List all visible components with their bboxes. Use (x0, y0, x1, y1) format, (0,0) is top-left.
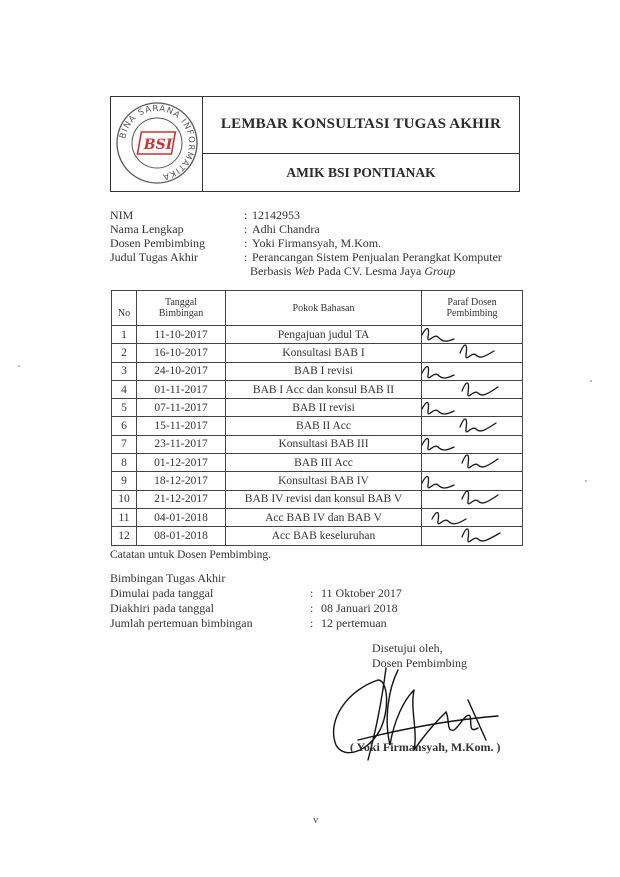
cell-no: 6 (112, 417, 137, 435)
cell-date: 11-10-2017 (137, 326, 226, 344)
supervisor-value: Yoki Firmansyah, M.Kom. (252, 236, 382, 250)
approval-role: Dosen Pembimbing (372, 656, 467, 670)
supervisor-name: ( Yoki Firmansyah, M.Kom. ) (350, 740, 501, 754)
info-label: Judul Tugas Akhir (110, 250, 199, 264)
meeting-count-value: 12 pertemuan (321, 616, 387, 630)
info-label: Nama Lengkap (110, 222, 184, 236)
cell-topic: BAB III Acc (226, 454, 422, 472)
thesis-title-line2 (250, 264, 455, 278)
cell-date: 15-11-2017 (137, 417, 226, 435)
info-colon: : (244, 208, 248, 222)
cell-topic: BAB II Acc (226, 417, 422, 435)
paraf-mark (460, 345, 494, 358)
paraf-mark (422, 367, 454, 379)
cell-topic: Acc BAB IV dan BAB V (226, 508, 422, 526)
cell-date: 04-01-2018 (137, 508, 226, 526)
summary-colon: : (310, 601, 314, 615)
start-date-value: 11 Oktober 2017 (321, 586, 402, 600)
nim-value: 12142953 (252, 208, 300, 222)
paraf-mark (460, 419, 496, 432)
cell-no: 8 (112, 454, 137, 472)
cell-topic: Konsultasi BAB IV (226, 472, 422, 490)
col-header-sign (422, 291, 523, 326)
page-number: v (313, 814, 319, 826)
paraf-signatures (412, 323, 522, 553)
info-colon: : (244, 250, 248, 264)
cell-topic: Konsultasi BAB I (226, 344, 422, 362)
supervisor-note: Catatan untuk Dosen Pembimbing. (110, 549, 271, 561)
name-value: Adhi Chandra (252, 222, 320, 236)
cell-date: 01-12-2017 (137, 454, 226, 472)
col-header-date (137, 291, 226, 326)
summary-label: Dimulai pada tanggal (110, 586, 214, 600)
paraf-mark (462, 529, 500, 542)
scan-speck (18, 365, 20, 367)
title-italic: Group (424, 264, 456, 278)
info-colon: : (244, 222, 248, 236)
paraf-mark (422, 439, 454, 451)
summary-label: Diakhiri pada tanggal (110, 601, 214, 615)
cell-no: 9 (112, 472, 137, 490)
title-text: Berbasis (250, 264, 295, 278)
cell-no: 10 (112, 490, 137, 508)
document-title: LEMBAR KONSULTASI TUGAS AKHIR (220, 116, 502, 132)
cell-no: 4 (112, 380, 137, 398)
summary-colon: : (310, 586, 314, 600)
cell-date: 08-01-2018 (137, 527, 226, 545)
cell-no: 11 (112, 508, 137, 526)
col-header-no (112, 291, 137, 326)
cell-no: 2 (112, 344, 137, 362)
paraf-mark (422, 477, 454, 489)
cell-date: 24-10-2017 (137, 362, 226, 380)
cell-topic: BAB II revisi (226, 399, 422, 417)
approval-label: Disetujui oleh, (372, 641, 443, 655)
summary-heading: Bimbingan Tugas Akhir (110, 571, 226, 585)
cell-date: 23-11-2017 (137, 435, 226, 453)
cell-topic: BAB I revisi (226, 362, 422, 380)
bsi-logo-icon (114, 100, 200, 186)
cell-date: 01-11-2017 (137, 380, 226, 398)
summary-colon: : (310, 616, 314, 630)
cell-date: 21-12-2017 (137, 490, 226, 508)
cell-topic: BAB IV revisi dan konsul BAB V (226, 490, 422, 508)
summary-label: Jumlah pertemuan bimbingan (110, 616, 253, 630)
info-colon: : (244, 236, 248, 250)
cell-no: 3 (112, 362, 137, 380)
paraf-mark (422, 329, 454, 342)
paraf-mark (462, 491, 498, 504)
cell-date: 07-11-2017 (137, 399, 226, 417)
header-text: Paraf Dosen Pembimbing (446, 297, 498, 319)
scan-speck (590, 380, 592, 382)
cell-topic: BAB I Acc dan konsul BAB II (226, 380, 422, 398)
cell-date: 18-12-2017 (137, 472, 226, 490)
info-label: NIM (110, 208, 134, 222)
header-text: Tanggal Bimbingan (158, 297, 204, 319)
title-text: Pada CV. Lesma Jaya (314, 264, 425, 278)
cell-date: 16-10-2017 (137, 344, 226, 362)
paraf-mark (462, 455, 498, 468)
institution-name: AMIK BSI PONTIANAK (286, 165, 436, 180)
table-header-row (112, 291, 523, 326)
thesis-title-value: Perancangan Sistem Penjualan Perangkat Komputer (252, 250, 502, 264)
end-date-value: 08 Januari 2018 (321, 601, 398, 615)
cell-topic: Pengajuan judul TA (226, 326, 422, 344)
paraf-mark (462, 383, 498, 396)
logo-mark: BSI (143, 137, 173, 153)
header-text: No (117, 307, 131, 319)
paraf-mark (432, 513, 466, 524)
cell-no: 7 (112, 435, 137, 453)
cell-no: 1 (112, 326, 137, 344)
cell-no: 12 (112, 527, 137, 545)
cell-topic: Acc BAB keseluruhan (226, 527, 422, 545)
paraf-mark (422, 403, 454, 415)
title-italic: Web (294, 264, 315, 278)
logo-ring-text: BINA SARANA INFORMATIKA (118, 103, 197, 182)
header-text: Pokok Bahasan (292, 302, 355, 314)
col-header-topic (226, 291, 422, 326)
info-label: Dosen Pembimbing (110, 236, 205, 250)
cell-topic: Konsultasi BAB III (226, 435, 422, 453)
cell-no: 5 (112, 399, 137, 417)
scan-speck (585, 480, 587, 482)
